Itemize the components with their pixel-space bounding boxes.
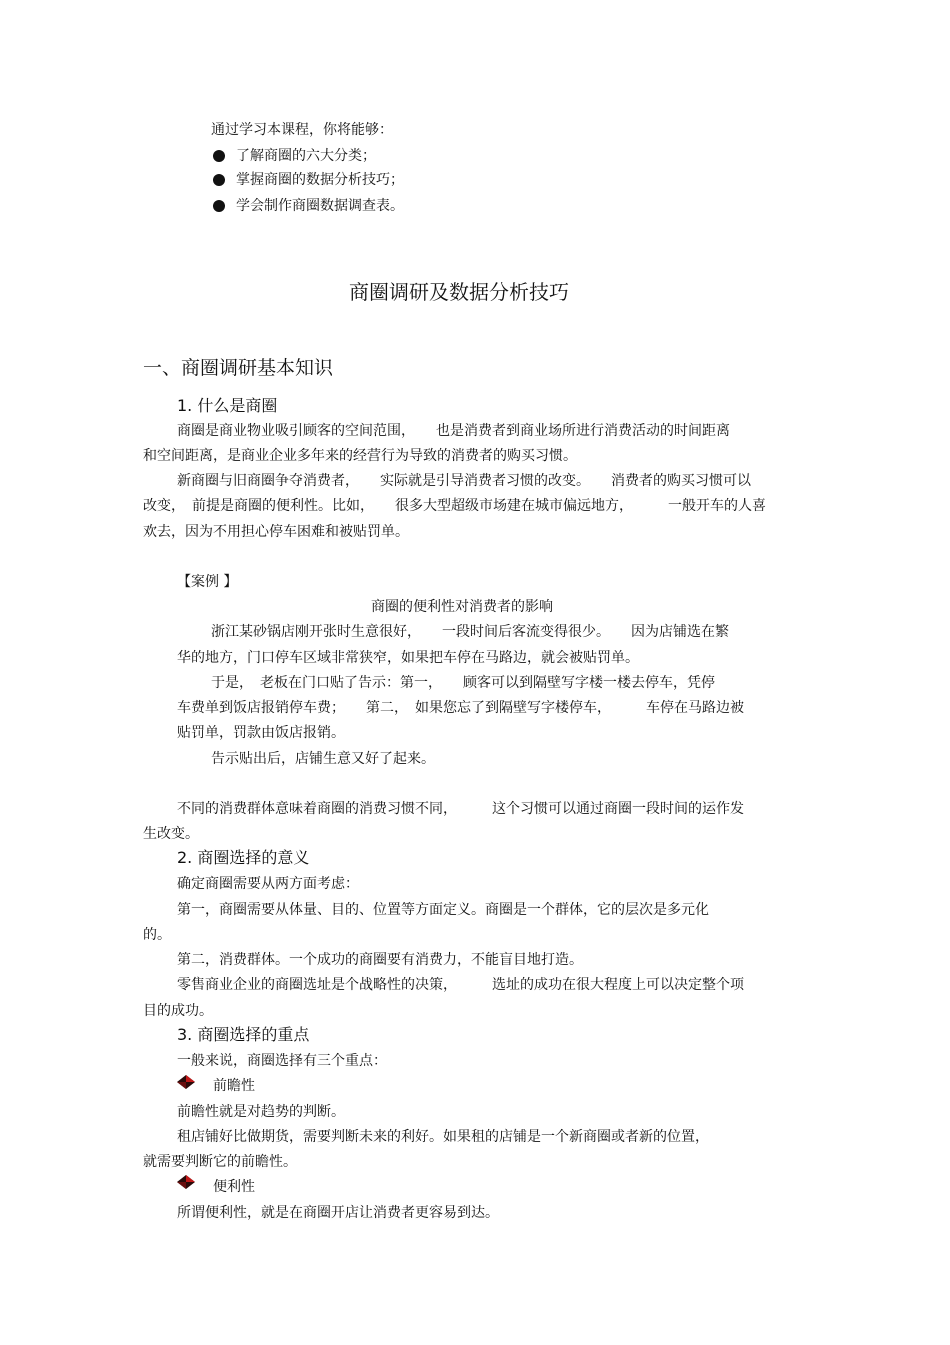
case-line: 贴罚单，罚款由饭店报销。 — [177, 725, 345, 741]
bullet-icon — [213, 200, 225, 212]
paragraph-line: 改变， 前提是商圈的便利性。比如， 很多大型超级市场建在城市偏远地方， 一般开车的人喜 — [143, 498, 766, 514]
paragraph-line: 所谓便利性，就是在商圈开店让消费者更容易到达。 — [177, 1205, 499, 1221]
case-line: 车费单到饭店报销停车费； 第二， 如果您忘了到隔壁写字楼停车， 车停在马路边被 — [177, 700, 744, 716]
bullet-icon — [213, 150, 225, 162]
intro-lead: 通过学习本课程，你将能够： — [211, 122, 393, 138]
diamond-bullet-icon — [176, 1174, 196, 1190]
intro-item: 学会制作商圈数据调查表。 — [236, 198, 404, 214]
bullet-icon — [213, 174, 225, 186]
case-line: 华的地方，门口停车区域非常狭窄，如果把车停在马路边，就会被贴罚单。 — [177, 650, 639, 666]
key-point-label: 前瞻性 — [213, 1078, 255, 1094]
paragraph-line: 和空间距离，是商业企业多年来的经营行为导致的消费者的购买习惯。 — [143, 448, 577, 464]
paragraph-line: 确定商圈需要从两方面考虑： — [177, 876, 359, 892]
paragraph-line: 第二，消费群体。一个成功的商圈要有消费力，不能盲目地打造。 — [177, 952, 583, 968]
paragraph-line: 一般来说，商圈选择有三个重点： — [177, 1053, 387, 1069]
case-line: 告示贴出后，店铺生意又好了起来。 — [211, 751, 435, 767]
diamond-bullet-icon — [176, 1074, 196, 1090]
case-line: 于是， 老板在门口贴了告示：第一， 顾客可以到隔壁写字楼一楼去停车，凭停 — [211, 675, 715, 691]
key-point-label: 便利性 — [213, 1179, 255, 1195]
paragraph-line: 就需要判断它的前瞻性。 — [143, 1154, 297, 1170]
intro-item: 了解商圈的六大分类； — [236, 148, 376, 164]
case-title: 商圈的便利性对消费者的影响 — [371, 599, 553, 615]
paragraph-line: 欢去，因为不用担心停车困难和被贴罚单。 — [143, 524, 409, 540]
subsection-heading: 2. 商圈选择的意义 — [177, 848, 310, 867]
paragraph-line: 前瞻性就是对趋势的判断。 — [177, 1104, 345, 1120]
paragraph-line: 第一，商圈需要从体量、目的、位置等方面定义。商圈是一个群体，它的层次是多元化 — [177, 902, 709, 918]
paragraph-line: 的。 — [143, 927, 171, 943]
paragraph-line: 新商圈与旧商圈争夺消费者， 实际就是引导消费者习惯的改变。 消费者的购买习惯可以 — [177, 473, 751, 489]
document-title: 商圈调研及数据分析技巧 — [349, 280, 569, 304]
intro-item: 掌握商圈的数据分析技巧； — [236, 172, 404, 188]
paragraph-line: 零售商业企业的商圈选址是个战略性的决策， 选址的成功在很大程度上可以决定整个项 — [177, 977, 744, 993]
case-label: 【案例 】 — [177, 574, 238, 590]
paragraph-line: 租店铺好比做期货，需要判断未来的利好。如果租的店铺是一个新商圈或者新的位置， — [177, 1129, 709, 1145]
subsection-heading: 1. 什么是商圈 — [177, 396, 278, 415]
section-heading: 一、商圈调研基本知识 — [143, 357, 334, 379]
paragraph-line: 生改变。 — [143, 826, 199, 842]
case-line: 浙江某砂锅店刚开张时生意很好， 一段时间后客流变得很少。 因为店铺选在繁 — [211, 624, 729, 640]
paragraph-line: 商圈是商业物业吸引顾客的空间范围， 也是消费者到商业场所进行消费活动的时间距离 — [177, 423, 730, 439]
paragraph-line: 目的成功。 — [143, 1003, 213, 1019]
paragraph-line: 不同的消费群体意味着商圈的消费习惯不同， 这个习惯可以通过商圈一段时间的运作发 — [177, 801, 744, 817]
subsection-heading: 3. 商圈选择的重点 — [177, 1025, 310, 1044]
